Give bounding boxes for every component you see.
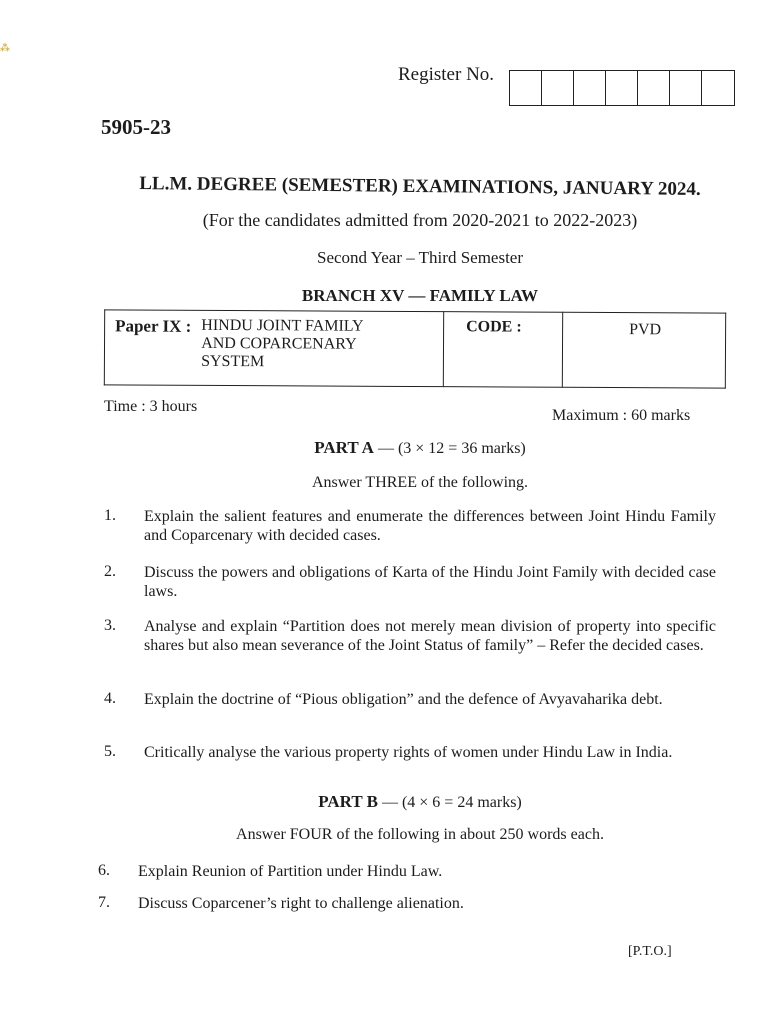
part-a-heading <box>100 438 740 458</box>
paper-code: 5905-23 <box>101 115 171 139</box>
code-value: PVD <box>562 312 725 388</box>
question-text: Explain Reunion of Partition under Hindu Law. <box>138 863 443 880</box>
question-number: 4. <box>104 690 116 707</box>
register-digit-box <box>574 71 606 105</box>
part-a-title: PART A <box>314 438 374 457</box>
part-a-marks: — (3 × 12 = 36 marks) <box>373 440 526 457</box>
part-b-heading <box>100 792 740 812</box>
exam-title: LL.M. DEGREE (SEMESTER) EXAMINATIONS, JANUARY 2024. <box>139 173 701 200</box>
part-b-marks: — (4 × 6 = 24 marks) <box>377 794 522 811</box>
question-item <box>98 862 710 881</box>
paper-name-line: SYSTEM <box>201 352 265 371</box>
question-number: 2. <box>104 563 116 580</box>
question-number: 5. <box>104 743 116 760</box>
code-label: CODE : <box>443 312 562 388</box>
paper-cell <box>104 310 443 387</box>
paper-info-table <box>104 309 726 388</box>
question-item <box>104 617 716 655</box>
register-digit-box <box>510 71 542 105</box>
question-text: Explain the salient features and enumerate the differences between Joint Hindu Family and Coparcenary with decided cases. <box>144 508 716 544</box>
register-number-boxes <box>509 70 735 106</box>
register-digit-box <box>606 71 638 105</box>
question-text: Critically analyse the various property rights of women under Hindu Law in India. <box>144 744 673 761</box>
part-b-title: PART B <box>318 792 378 811</box>
exam-subtitle: (For the candidates admitted from 2020-2021 to 2022-2023) <box>202 210 638 230</box>
maximum-marks: Maximum : 60 marks <box>552 407 691 424</box>
exam-time: Time : 3 hours <box>104 398 198 415</box>
paper-name-line: AND COPARCENARY <box>201 334 357 353</box>
register-digit-box <box>702 71 734 105</box>
question-number: 7. <box>98 894 110 911</box>
part-b-instruction: Answer FOUR of the following in about 250 words each. <box>236 826 604 843</box>
question-text: Analyse and explain “Partition does not merely mean division of property into specific shares but also mean severance of the Joint Status of family” – Refer the decided cases. <box>144 618 716 654</box>
question-text: Discuss the powers and obligations of Karta of the Hindu Joint Family with decided case laws. <box>144 564 716 600</box>
question-item <box>104 507 716 545</box>
register-digit-box <box>542 71 574 105</box>
year-semester: Second Year – Third Semester <box>316 248 524 267</box>
paper-label: Paper IX : <box>115 316 192 336</box>
register-label: Register No. <box>398 64 495 85</box>
question-number: 1. <box>104 507 116 524</box>
question-item <box>104 690 716 709</box>
corner-mark: ⁂ <box>0 43 10 54</box>
branch-title: BRANCH XV — FAMILY LAW <box>301 286 539 305</box>
question-number: 3. <box>104 617 116 634</box>
question-number: 6. <box>98 862 110 879</box>
paper-name <box>201 317 364 372</box>
paper-name-line: HINDU JOINT FAMILY <box>201 316 364 335</box>
register-digit-box <box>638 71 670 105</box>
please-turn-over: [P.T.O.] <box>628 944 672 959</box>
question-item <box>104 743 716 762</box>
question-item <box>104 563 716 601</box>
question-text: Discuss Coparcener’s right to challenge alienation. <box>138 895 464 912</box>
register-digit-box <box>670 71 702 105</box>
part-a-instruction: Answer THREE of the following. <box>311 474 529 491</box>
question-item <box>98 894 710 913</box>
question-text: Explain the doctrine of “Pious obligation” and the defence of Avyavaharika debt. <box>144 691 663 708</box>
